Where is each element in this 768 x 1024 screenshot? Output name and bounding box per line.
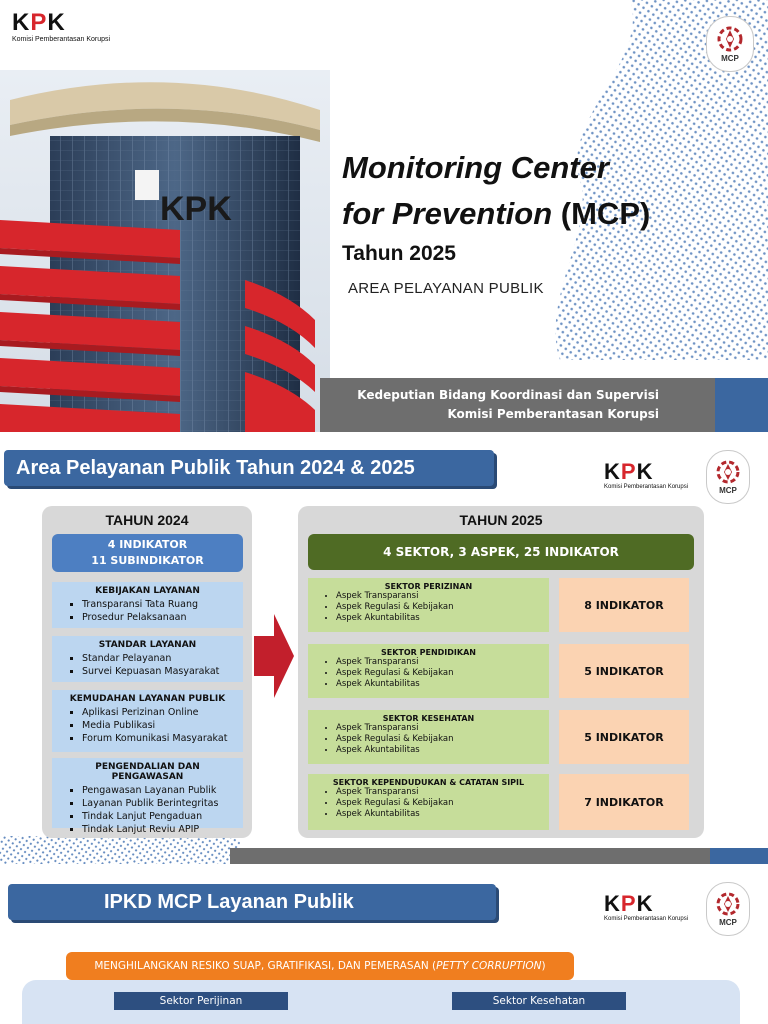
sector-heading: SEKTOR PERIZINAN bbox=[384, 582, 473, 591]
indicator-count-kependudukan: 7 INDIKATOR bbox=[559, 774, 689, 830]
list-item: • Aspek Transparansi bbox=[336, 591, 541, 602]
list-item: ▪ Tindak Lanjut Pengaduan bbox=[82, 810, 235, 823]
sector-heading: SEKTOR KEPENDUDUKAN & CATATAN SIPIL bbox=[332, 778, 525, 787]
list-item: ▪ Transparansi Tata Ruang bbox=[82, 598, 235, 611]
list-item: • Aspek Regulasi & Kebijakan bbox=[336, 602, 541, 613]
mcp-emblem-icon bbox=[707, 17, 753, 71]
indicator-count-perizinan: 8 INDIKATOR bbox=[559, 578, 689, 632]
list-item: ▪ Survei Kepuasan Masyarakat bbox=[82, 665, 235, 678]
section-banner: Area Pelayanan Publik Tahun 2024 & 2025 bbox=[4, 450, 494, 486]
mcp-emblem-icon bbox=[707, 451, 749, 503]
list-item: ▪ Pengawasan Layanan Publik bbox=[82, 784, 235, 797]
summary-2024-line-1: 4 INDIKATOR bbox=[107, 538, 188, 551]
indicator-count-kesehatan: 5 INDIKATOR bbox=[559, 710, 689, 764]
sector-kependudukan bbox=[308, 774, 549, 830]
section-banner: IPKD MCP Layanan Publik bbox=[8, 884, 496, 920]
group-heading: STANDAR LAYANAN bbox=[98, 640, 197, 650]
cover-slide bbox=[0, 0, 768, 432]
group-kebijakan-layanan bbox=[52, 582, 243, 628]
sector-kesehatan bbox=[308, 710, 549, 764]
mcp-logo bbox=[706, 882, 750, 936]
title-year: Tahun 2025 bbox=[342, 242, 456, 265]
arrow-right-icon bbox=[254, 614, 294, 698]
sector-heading: SEKTOR KESEHATAN bbox=[382, 714, 475, 723]
list-item: ▪ Layanan Publik Berintegritas bbox=[82, 797, 235, 810]
deputy-bar-accent bbox=[715, 378, 768, 432]
kpk-logo-subtitle: Komisi Pemberantasan Korupsi bbox=[12, 36, 111, 43]
goal-text: MENGHILANGKAN RESIKO SUAP, GRATIFIKASI, DAN PEMERASAN ( bbox=[94, 960, 437, 972]
title-line-2 bbox=[342, 196, 650, 232]
kpk-logo: KPK Komisi Pemberantasan Korupsi bbox=[604, 891, 689, 922]
panel-2024-title: TAHUN 2024 bbox=[105, 512, 189, 528]
goal-banner bbox=[66, 952, 574, 980]
group-heading: KEBIJAKAN LAYANAN bbox=[95, 586, 200, 596]
summary-2024-line-2: 11 SUBINDIKATOR bbox=[91, 554, 204, 567]
summary-2025: 4 SEKTOR, 3 ASPEK, 25 INDIKATOR bbox=[308, 534, 694, 570]
list-item: • Aspek Regulasi & Kebijakan bbox=[336, 798, 541, 809]
sector-perijinan-label: Sektor Perijinan bbox=[114, 992, 288, 1010]
kpk-logo: KPK Komisi Pemberantasan Korupsi bbox=[12, 9, 111, 43]
list-item: ▪ Tindak Lanjut Reviu APIP bbox=[82, 823, 235, 836]
group-kemudahan-layanan bbox=[52, 690, 243, 752]
title-line-1: Monitoring Center bbox=[342, 150, 609, 185]
kpk-logo-subtitle: Komisi Pemberantasan Korupsi bbox=[604, 484, 689, 490]
deputy-line-1: Kedeputian Bidang Koordinasi dan Supervisi bbox=[357, 388, 659, 402]
ipkd-slide bbox=[0, 864, 768, 1024]
list-item: • Aspek Transparansi bbox=[336, 787, 541, 798]
mcp-logo-text: MCP bbox=[719, 918, 737, 927]
panel-2025-title: TAHUN 2025 bbox=[459, 512, 543, 528]
list-item: • Aspek Akuntabilitas bbox=[336, 809, 541, 820]
group-heading: KEMUDAHAN LAYANAN PUBLIK bbox=[69, 694, 226, 704]
deputy-line-2: Komisi Pemberantasan Korupsi bbox=[447, 407, 659, 421]
list-item: • Aspek Akuntabilitas bbox=[336, 613, 541, 624]
list-item: ▪ Forum Komunikasi Masyarakat bbox=[82, 732, 235, 745]
list-item: ▪ Aplikasi Perizinan Online bbox=[82, 706, 235, 719]
deputy-bar bbox=[320, 378, 715, 432]
kpk-logo: KPK Komisi Pemberantasan Korupsi bbox=[604, 459, 689, 490]
summary-2024 bbox=[52, 534, 243, 572]
comparison-slide bbox=[0, 432, 768, 864]
mcp-logo-text: MCP bbox=[721, 54, 739, 63]
title-line-2-text: for Prevention bbox=[342, 196, 553, 231]
group-heading: PENGENDALIAN DAN PENGAWASAN bbox=[95, 762, 200, 782]
list-item: • Aspek Regulasi & Kebijakan bbox=[336, 668, 541, 679]
list-item: • Aspek Akuntabilitas bbox=[336, 745, 541, 756]
list-item: ▪ Prosedur Pelaksanaan bbox=[82, 611, 235, 624]
mcp-logo bbox=[706, 450, 750, 504]
goal-close-text: ) bbox=[541, 960, 546, 972]
goal-italic-text: PETTY CORRUPTION bbox=[436, 960, 542, 972]
list-item: ▪ Standar Pelayanan bbox=[82, 652, 235, 665]
list-item: ▪ Media Publikasi bbox=[82, 719, 235, 732]
title-area: AREA PELAYANAN PUBLIK bbox=[348, 280, 544, 297]
building-sign: KPK bbox=[160, 190, 232, 228]
sector-heading: SEKTOR PENDIDIKAN bbox=[381, 648, 476, 657]
indicator-count-pendidikan: 5 INDIKATOR bbox=[559, 644, 689, 698]
list-item: • Aspek Akuntabilitas bbox=[336, 679, 541, 690]
sector-pendidikan bbox=[308, 644, 549, 698]
title-abbreviation: (MCP) bbox=[560, 196, 651, 231]
kpk-building-photo bbox=[0, 70, 330, 432]
list-item: • Aspek Regulasi & Kebijakan bbox=[336, 734, 541, 745]
group-pengendalian bbox=[52, 758, 243, 835]
mcp-logo-text: MCP bbox=[719, 486, 737, 495]
mcp-emblem-icon bbox=[707, 883, 749, 935]
group-standar-layanan bbox=[52, 636, 243, 682]
sector-perizinan bbox=[308, 578, 549, 632]
kpk-logo-subtitle: Komisi Pemberantasan Korupsi bbox=[604, 916, 689, 922]
list-item: • Aspek Transparansi bbox=[336, 657, 541, 668]
mcp-logo bbox=[706, 16, 754, 72]
list-item: • Aspek Transparansi bbox=[336, 723, 541, 734]
sector-kesehatan-label: Sektor Kesehatan bbox=[452, 992, 626, 1010]
